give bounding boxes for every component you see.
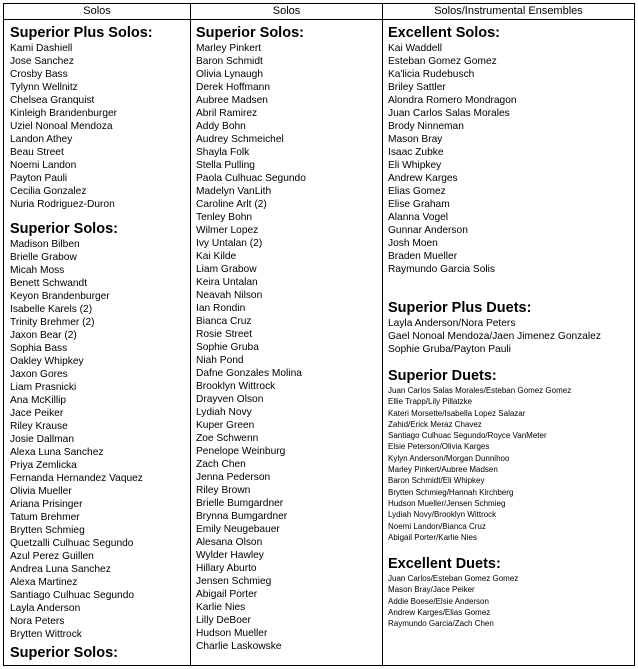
- header-solos-1: Solos: [83, 5, 111, 17]
- list-item: Alexa Luna Sanchez: [10, 447, 104, 458]
- list-item: Drayven Olson: [196, 394, 264, 405]
- list-item: Nuria Rodriguez-Duron: [10, 199, 115, 210]
- section-title: Superior Plus Duets:: [388, 300, 532, 316]
- list-item: Juan Carlos/Esteban Gomez Gomez: [388, 574, 519, 584]
- list-item: Kami Dashiell: [10, 43, 73, 54]
- list-item: Isaac Zubke: [388, 147, 444, 158]
- list-item: Madison Bilben: [10, 239, 80, 250]
- list-item: Wilmer Lopez: [196, 225, 259, 236]
- list-item: Kylyn Anderson/Morgan Dunnihoo: [388, 453, 510, 463]
- list-item: Keira Untalan: [196, 277, 258, 288]
- superior-duets-list: [388, 385, 601, 543]
- list-item: Caroline Arlt (2): [196, 199, 267, 210]
- list-item: Abigail Porter/Karlie Nies: [388, 532, 477, 542]
- section-title: Excellent Solos:: [388, 25, 501, 41]
- list-item: Kinleigh Brandenburger: [10, 108, 118, 119]
- list-item: Priya Zemlicka: [10, 460, 77, 471]
- list-item: Alanna Vogel: [388, 212, 449, 223]
- section-title: Superior Duets:: [388, 368, 497, 384]
- list-item: Alesana Olson: [196, 537, 263, 548]
- list-item: Hillary Aburto: [196, 563, 257, 574]
- list-item: Ian Rondin: [196, 303, 246, 314]
- list-item: Uziel Nonoal Mendoza: [10, 121, 113, 132]
- list-item: Baron Schmidt: [196, 56, 263, 67]
- list-item: Lydiah Novy/Brooklyn Wittrock: [388, 510, 497, 520]
- list-item: Andrew Karges: [388, 173, 458, 184]
- list-item: Addie Boese/Elsie Anderson: [388, 596, 489, 606]
- list-item: Jensen Schmieg: [196, 576, 272, 587]
- list-item: Trinity Brehmer (2): [10, 317, 95, 328]
- header-ensembles: Solos/Instrumental Ensembles: [434, 5, 583, 17]
- list-item: Dafne Gonzales Molina: [196, 368, 302, 379]
- column-divider: [382, 4, 383, 665]
- list-item: Derek Hoffmann: [196, 82, 270, 93]
- list-item: Olivia Lynaugh: [196, 69, 264, 80]
- column-ensembles: [388, 25, 601, 630]
- list-item: Nora Peters: [10, 616, 65, 627]
- list-item: Kai Kilde: [196, 251, 237, 262]
- section-title: Superior Plus Solos:: [10, 25, 153, 41]
- header-solos-2: Solos: [272, 5, 301, 17]
- list-item: Abril Ramirez: [196, 108, 258, 119]
- list-item: Wylder Hawley: [196, 550, 264, 561]
- list-item: Hudson Mueller/Jensen Schmieg: [388, 498, 506, 508]
- list-item: Santiago Culhuac Segundo: [10, 590, 135, 601]
- list-item: Mason Bray: [388, 134, 443, 145]
- list-item: Layla Anderson: [10, 603, 81, 614]
- list-item: Emily Neugebauer: [196, 524, 280, 535]
- list-item: Quetzalli Culhuac Segundo: [10, 538, 134, 549]
- list-item: Zoe Schwenn: [196, 433, 259, 444]
- excellent-solos-list: [388, 42, 601, 276]
- list-item: Aubree Madsen: [196, 95, 268, 106]
- list-item: Brynna Bumgardner: [196, 511, 288, 522]
- header-divider: [4, 19, 634, 20]
- superior-solos-list: [10, 238, 153, 641]
- list-item: Marley Pinkert: [196, 43, 262, 54]
- list-item: Alexa Martinez: [10, 577, 78, 588]
- list-item: Andrea Luna Sanchez: [10, 564, 111, 575]
- list-item: Ka'licia Rudebusch: [388, 69, 475, 80]
- list-item: Marley Pinkert/Aubree Madsen: [388, 465, 498, 475]
- list-item: Landon Athey: [10, 134, 73, 145]
- list-item: Sophie Gruba/Payton Pauli: [388, 344, 511, 355]
- list-item: Payton Pauli: [10, 173, 68, 184]
- excellent-duets-list: [388, 573, 601, 629]
- list-item: Tenley Bohn: [196, 212, 253, 223]
- list-item: Santiago Culhuac Segundo/Royce VanMeter: [388, 431, 547, 441]
- list-item: Paola Culhuac Segundo: [196, 173, 306, 184]
- list-item: Raymundo Garcia/Zach Chen: [388, 619, 494, 629]
- list-item: Bianca Cruz: [196, 316, 252, 327]
- list-item: Kuper Green: [196, 420, 255, 431]
- list-item: Gael Nonoal Mendoza/Jaen Jimenez Gonzalez: [388, 331, 601, 342]
- list-item: Juan Carlos Salas Morales/Esteban Gomez Gomez: [388, 386, 572, 395]
- list-item: Neavah Nilson: [196, 290, 263, 301]
- list-item: Karlie Nies: [196, 602, 246, 613]
- list-item: Ana McKillip: [10, 395, 67, 406]
- superior-plus-duets-list: [388, 317, 601, 356]
- list-item: Josie Dallman: [10, 434, 74, 445]
- list-item: Brody Ninneman: [388, 121, 464, 132]
- list-item: Gunnar Anderson: [388, 225, 468, 236]
- list-item: Fernanda Hernandez Vaquez: [10, 473, 143, 484]
- list-item: Sophie Gruba: [196, 342, 259, 353]
- list-item: Riley Krause: [10, 421, 68, 432]
- list-item: Micah Moss: [10, 265, 65, 276]
- list-item: Ariana Prisinger: [10, 499, 83, 510]
- list-item: Tatum Brehmer: [10, 512, 80, 523]
- list-item: Penelope Weinburg: [196, 446, 286, 457]
- list-item: Jose Sanchez: [10, 56, 74, 67]
- list-item: Juan Carlos Salas Morales: [388, 108, 510, 119]
- list-item: Noemi Landon: [10, 160, 77, 171]
- list-item: Elias Gomez: [388, 186, 446, 197]
- list-item: Audrey Schmeichel: [196, 134, 284, 145]
- list-item: Charlie Laskowske: [196, 641, 282, 652]
- column-solos-2: [196, 25, 306, 653]
- column-divider: [190, 4, 191, 665]
- list-item: Briley Sattler: [388, 82, 446, 93]
- list-item: Lilly DeBoer: [196, 615, 251, 626]
- list-item: Esteban Gomez Gomez: [388, 56, 497, 67]
- list-item: Baron Schmidt/Eli Whipkey: [388, 476, 485, 486]
- superior-plus-solos-list: [10, 42, 153, 211]
- list-item: Jenna Pederson: [196, 472, 271, 483]
- list-item: Abigail Porter: [196, 589, 258, 600]
- list-item: Shayla Folk: [196, 147, 250, 158]
- list-item: Jace Peiker: [10, 408, 64, 419]
- list-item: Layla Anderson/Nora Peters: [388, 318, 516, 329]
- list-item: Sophia Bass: [10, 343, 68, 354]
- list-item: Elsie Peterson/Olivia Karges: [388, 442, 490, 452]
- list-item: Hudson Mueller: [196, 628, 268, 639]
- list-item: Andrew Karges/Elias Gomez: [388, 608, 491, 618]
- list-item: Isabelle Karels (2): [10, 304, 93, 315]
- list-item: Tylynn Wellnitz: [10, 82, 78, 93]
- list-item: Kai Waddell: [388, 43, 442, 54]
- list-item: Eli Whipkey: [388, 160, 442, 171]
- list-item: Benett Schwandt: [10, 278, 88, 289]
- list-item: Niah Pond: [196, 355, 244, 366]
- list-item: Raymundo Garcia Solis: [388, 264, 496, 275]
- list-item: Beau Street: [10, 147, 64, 158]
- list-item: Olivia Mueller: [10, 486, 72, 497]
- list-item: Jaxon Gores: [10, 369, 68, 380]
- list-item: Liam Prasnicki: [10, 382, 77, 393]
- list-item: Brooklyn Wittrock: [196, 381, 276, 392]
- list-item: Madelyn VanLith: [196, 186, 272, 197]
- list-item: Braden Mueller: [388, 251, 458, 262]
- list-item: Ellie Trapp/Lily Pillatzke: [388, 397, 473, 407]
- list-item: Liam Grabow: [196, 264, 257, 275]
- list-item: Mason Bray/Jace Peiker: [388, 585, 475, 595]
- list-item: Josh Moen: [388, 238, 438, 249]
- list-item: Noemi Landon/Bianca Cruz: [388, 521, 486, 531]
- section-title: Superior Solos:: [10, 221, 118, 237]
- list-item: Chelsea Granquist: [10, 95, 95, 106]
- section-title: Excellent Duets:: [388, 556, 501, 573]
- list-item: Rosie Street: [196, 329, 253, 340]
- list-item: Elise Graham: [388, 199, 450, 210]
- section-title: Superior Solos:: [196, 25, 304, 41]
- list-item: Cecilia Gonzalez: [10, 186, 87, 197]
- list-item: Zach Chen: [196, 459, 246, 470]
- list-item: Brytten Schmieg: [10, 525, 85, 536]
- list-item: Ivy Untalan (2): [196, 238, 263, 249]
- list-item: Azul Perez Guillen: [10, 551, 94, 562]
- list-item: Stella Pulling: [196, 160, 255, 171]
- list-item: Kateri Morsette/Isabella Lopez Salazar: [388, 408, 526, 418]
- list-item: Brytten Schmieg/Hannah Kirchberg: [388, 487, 514, 497]
- list-item: Keyon Brandenburger: [10, 291, 110, 302]
- section-title: Superior Solos:: [10, 645, 118, 661]
- list-item: Riley Brown: [196, 485, 251, 496]
- list-item: Addy Bohn: [196, 121, 246, 132]
- list-item: Crosby Bass: [10, 69, 68, 80]
- list-item: Brielle Bumgardner: [196, 498, 284, 509]
- column-solos-1: [10, 25, 153, 662]
- results-table: [3, 3, 635, 666]
- superior-solos-list: [196, 42, 306, 653]
- list-item: Zahid/Erick Meraz Chavez: [388, 419, 482, 429]
- list-item: Lydiah Novy: [196, 407, 252, 418]
- list-item: Oakley Whipkey: [10, 356, 84, 367]
- list-item: Jaxon Bear (2): [10, 330, 77, 341]
- list-item: Brytten Wittrock: [10, 629, 82, 640]
- list-item: Brielle Grabow: [10, 252, 77, 263]
- list-item: Alondra Romero Mondragon: [388, 95, 517, 106]
